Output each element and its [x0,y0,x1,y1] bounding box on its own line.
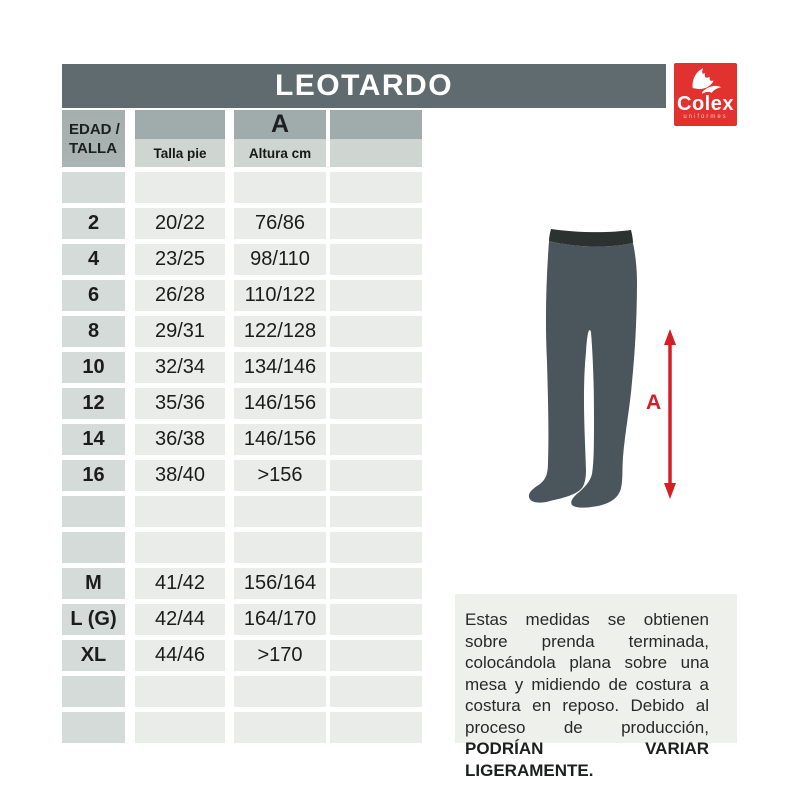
foot-size-cell [135,172,225,203]
spare-cell [330,604,422,635]
height-cell [234,172,326,203]
spare-cell [330,460,422,491]
table-row [62,460,422,491]
spare-cell [330,496,422,527]
spare-cell [330,712,422,743]
spare-cell [330,172,422,203]
foot-size-cell: 23/25 [135,244,225,275]
table-row [62,604,422,635]
table-row [62,316,422,347]
colex-logo [674,63,737,126]
size-cell: 12 [62,388,125,419]
spare-cell [330,424,422,455]
note-emphasis-text: PODRÍAN VARIAR LIGERAMENTE. [465,739,709,780]
size-cell [62,712,125,743]
height-cell: 134/146 [234,352,326,383]
table-header-row [62,110,422,167]
foot-size-label: Talla pie [135,139,225,167]
foot-size-cell [135,532,225,563]
foot-size-cell: 36/38 [135,424,225,455]
spare-cell [330,532,422,563]
size-cell: L (G) [62,604,125,635]
size-cell: M [62,568,125,599]
foot-size-cell: 26/28 [135,280,225,311]
corner-line2: TALLA [69,140,118,157]
note-paragraph [465,609,709,781]
size-cell [62,172,125,203]
table-row [62,712,422,743]
height-cell: 98/110 [234,244,326,275]
height-header [234,110,326,167]
table-row [62,172,422,203]
size-cell: 16 [62,460,125,491]
measurement-note [455,594,737,780]
size-cell: 10 [62,352,125,383]
height-cell: 156/164 [234,568,326,599]
foot-size-cell: 42/44 [135,604,225,635]
logo-tagline: uniformes [683,114,728,120]
height-cell: 164/170 [234,604,326,635]
height-cell: >170 [234,640,326,671]
size-table [62,110,422,748]
spare-cell [330,676,422,707]
corner-header-cell [62,110,125,167]
foot-size-cell: 20/22 [135,208,225,239]
table-row [62,676,422,707]
spare-cell [330,388,422,419]
table-row [62,388,422,419]
table-row [62,424,422,455]
height-cell: 122/128 [234,316,326,347]
foot-size-header [135,110,225,167]
measure-arrow [636,325,686,505]
size-cell [62,496,125,527]
table-row [62,532,422,563]
table-row [62,280,422,311]
foot-size-cell [135,676,225,707]
spare-cell [330,280,422,311]
foot-size-cell: 41/42 [135,568,225,599]
title-bar [62,64,666,108]
size-cell: 14 [62,424,125,455]
table-row [62,496,422,527]
foot-size-cell: 38/40 [135,460,225,491]
foot-size-cell: 32/34 [135,352,225,383]
table-body [62,172,422,743]
height-cell [234,496,326,527]
table-row [62,244,422,275]
spare-header [330,110,422,167]
size-cell: 4 [62,244,125,275]
spare-cell [330,244,422,275]
table-row [62,568,422,599]
measure-letter: A [234,110,326,139]
arrow-label: A [646,391,662,414]
height-cell: >156 [234,460,326,491]
tights-body [529,241,637,508]
corner-line1: EDAD / [69,121,120,138]
spare-cell [330,352,422,383]
foot-size-cell: 35/36 [135,388,225,419]
height-cell [234,676,326,707]
table-row [62,640,422,671]
spare-cell [330,208,422,239]
size-cell: 8 [62,316,125,347]
note-body-text: Estas medidas se obtienen sobre prenda terminada, colocándola plana sobre una mesa y midiendo de costura a costura en reposo. Debido al proceso de producción, [465,610,709,737]
foot-size-cell [135,496,225,527]
height-cell [234,532,326,563]
height-cell: 110/122 [234,280,326,311]
spare-cell [330,316,422,347]
spare-cell [330,640,422,671]
size-cell: 6 [62,280,125,311]
height-cell: 146/156 [234,424,326,455]
logo-brand-text: Colex [677,93,734,115]
spare-cell [330,568,422,599]
page-title: LEOTARDO [274,69,454,102]
height-cell [234,712,326,743]
measure-arrow-icon [636,325,686,505]
size-cell: XL [62,640,125,671]
height-label: Altura cm [234,139,326,167]
table-row [62,352,422,383]
foot-size-cell [135,712,225,743]
table-row [62,208,422,239]
size-cell [62,532,125,563]
size-cell [62,676,125,707]
foot-size-cell: 29/31 [135,316,225,347]
height-cell: 76/86 [234,208,326,239]
bird-icon [687,67,725,96]
foot-size-cell: 44/46 [135,640,225,671]
height-cell: 146/156 [234,388,326,419]
size-cell: 2 [62,208,125,239]
